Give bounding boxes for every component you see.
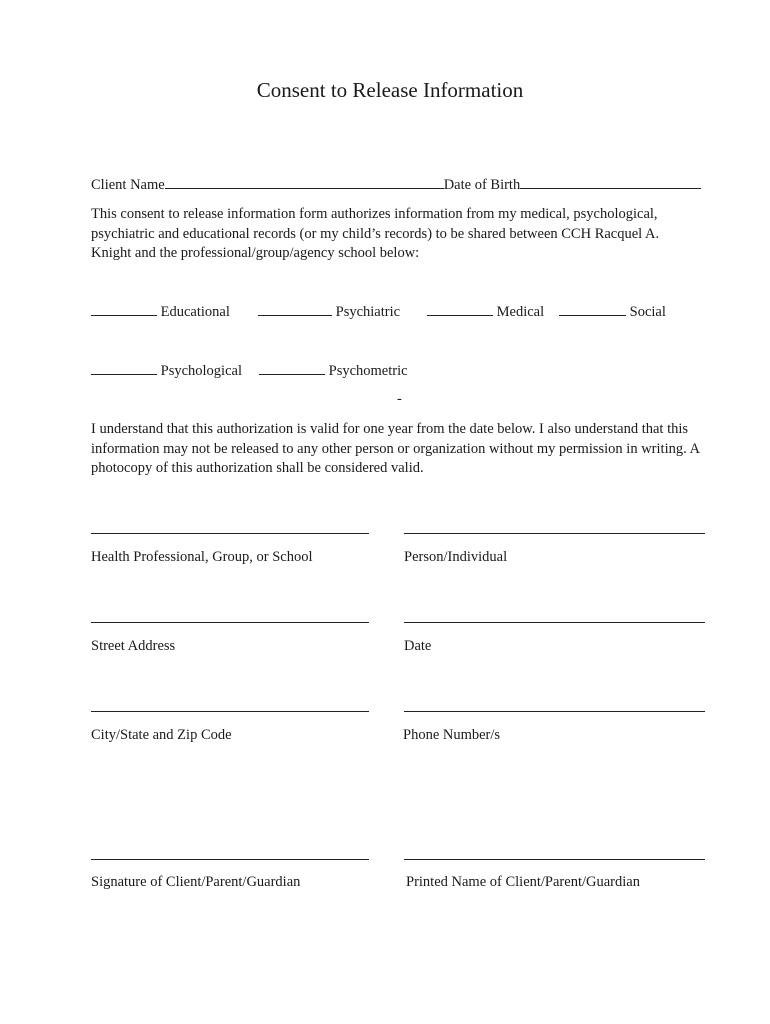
option-medical-label: Medical	[496, 304, 545, 320]
option-educational-blank[interactable]	[91, 303, 157, 316]
page-title: Consent to Release Information	[256, 78, 524, 102]
option-psychometric-label: Psychometric	[328, 363, 408, 379]
person-individual-label: Person/Individual	[404, 549, 508, 565]
option-social-blank[interactable]	[559, 303, 626, 316]
health-professional-line[interactable]	[91, 533, 369, 534]
phone-numbers-label: Phone Number/s	[403, 727, 501, 743]
client-name-row	[91, 176, 701, 194]
signature-label: Signature of Client/Parent/Guardian	[91, 874, 301, 890]
person-individual-line[interactable]	[404, 533, 705, 534]
option-psychometric	[259, 362, 408, 380]
dob-field[interactable]	[520, 176, 701, 189]
option-educational-label: Educational	[160, 304, 230, 320]
option-psychiatric	[258, 303, 400, 321]
option-psychometric-blank[interactable]	[259, 362, 325, 375]
dash-mark: -	[397, 391, 402, 407]
option-medical	[427, 303, 544, 321]
option-psychiatric-blank[interactable]	[258, 303, 332, 316]
phone-numbers-line[interactable]	[404, 711, 705, 712]
health-professional-label: Health Professional, Group, or School	[91, 549, 313, 565]
printed-name-line[interactable]	[404, 859, 705, 860]
option-medical-blank[interactable]	[427, 303, 493, 316]
option-psychological-label: Psychological	[160, 363, 242, 379]
street-address-line[interactable]	[91, 622, 369, 623]
client-name-field[interactable]	[165, 176, 444, 189]
city-state-zip-label: City/State and Zip Code	[91, 727, 232, 743]
option-social-label: Social	[629, 304, 666, 320]
client-name-label: Client Name	[91, 177, 165, 193]
option-psychological	[91, 362, 242, 380]
street-address-label: Street Address	[91, 638, 176, 654]
date-line[interactable]	[404, 622, 705, 623]
date-label: Date	[404, 638, 432, 654]
dob-label: Date of Birth	[443, 177, 521, 193]
understanding-paragraph: I understand that this authorization is valid for one year from the date below. I also understand that this information may not be released to any other person or organization without my permission in writing. A photocopy of this authorization shall be considered valid.	[91, 421, 700, 476]
option-educational	[91, 303, 230, 321]
signature-line[interactable]	[91, 859, 369, 860]
printed-name-label: Printed Name of Client/Parent/Guardian	[406, 874, 640, 890]
intro-paragraph: This consent to release information form authorizes information from my medical, psychological, psychiatric and educational records (or my child’s records) to be shared between CCH Racquel A. Knight and the professional/group/agency school below:	[91, 206, 660, 261]
option-social	[559, 303, 666, 321]
option-psychiatric-label: Psychiatric	[335, 304, 401, 320]
city-state-zip-line[interactable]	[91, 711, 369, 712]
option-psychological-blank[interactable]	[91, 362, 157, 375]
